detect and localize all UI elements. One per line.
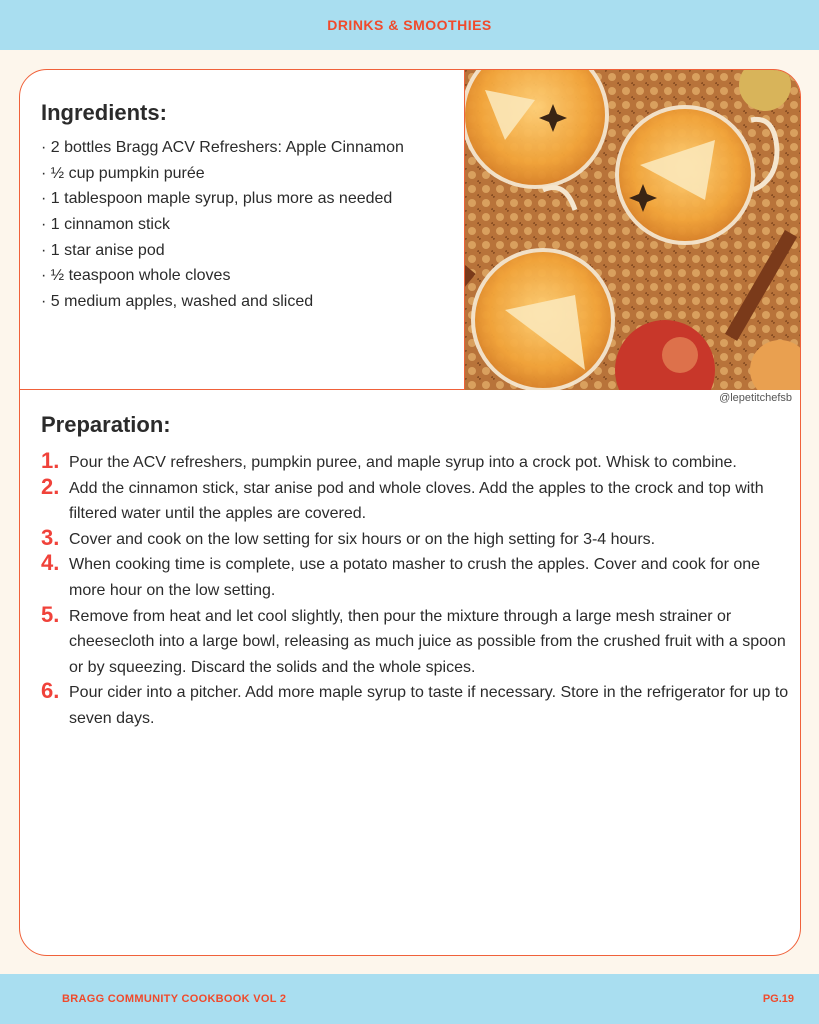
- step-text: Pour cider into a pitcher. Add more maple syrup to taste if necessary. Store in the refrigerator for up to seven days.: [69, 684, 789, 727]
- step-text: When cooking time is complete, use a potato masher to crush the apples. Cover and cook for one more hour on the low setting.: [69, 556, 761, 599]
- ingredient-item: · 5 medium apples, washed and sliced: [41, 293, 314, 311]
- photo-credit: @lepetitchefsb: [719, 392, 792, 404]
- apple-cider-photo: [465, 70, 801, 390]
- cider-illustration: [465, 70, 801, 390]
- ingredient-item: · ½ cup pumpkin purée: [41, 164, 205, 182]
- step-number: 1.: [41, 448, 60, 473]
- ingredient-item: · 1 tablespoon maple syrup, plus more as needed: [41, 190, 393, 208]
- ingredients-list: [41, 135, 404, 315]
- step-text: Cover and cook on the low setting for six hours or on the high setting for 3-4 hours.: [69, 530, 656, 548]
- footer-band: [0, 974, 819, 1024]
- step-text: Pour the ACV refreshers, pumpkin puree, and maple syrup into a crock pot. Whisk to combine.: [69, 454, 737, 471]
- step-text: Remove from heat and let cool slightly, then pour the mixture through a large mesh strainer or cheesecloth into a large bowl, releasing as much juice as possible from the crushed fruit with a spoon or by squeezing. Discard the solids and the whole spices.: [69, 607, 786, 676]
- preparation-step: [41, 552, 791, 603]
- preparation-step: [41, 680, 791, 731]
- ingredient-item: · 2 bottles Bragg ACV Refreshers: Apple Cinnamon: [41, 139, 404, 156]
- step-number: 6.: [41, 678, 60, 704]
- preparation-step: [41, 601, 791, 681]
- step-number: 3.: [41, 524, 60, 550]
- book-title: BRAGG COMMUNITY COOKBOOK VOL 2: [62, 993, 287, 1005]
- ingredient-item: · 1 cinnamon stick: [41, 216, 170, 234]
- step-text: Add the cinnamon stick, star anise pod and whole cloves. Add the apples to the crock and top with filtered water until the apples are covered.: [69, 479, 764, 523]
- page-number: PG.19: [762, 993, 794, 1005]
- step-number: 5.: [41, 601, 60, 627]
- section-title: DRINKS & SMOOTHIES: [327, 17, 492, 33]
- top-header-band: [0, 0, 819, 50]
- ingredient-item: · ½ teaspoon whole cloves: [41, 267, 231, 285]
- preparation-steps: [41, 450, 791, 732]
- ingredients-panel: [20, 70, 465, 390]
- ingredient-item: · 1 star anise pod: [41, 241, 165, 259]
- step-number: 4.: [41, 550, 60, 576]
- preparation-step: [41, 450, 791, 476]
- preparation-heading: Preparation:: [41, 412, 171, 437]
- ingredients-heading: Ingredients:: [41, 100, 167, 125]
- recipe-card: [19, 69, 801, 956]
- preparation-step: [41, 473, 791, 527]
- step-number: 2.: [41, 473, 60, 499]
- preparation-step: [41, 524, 791, 553]
